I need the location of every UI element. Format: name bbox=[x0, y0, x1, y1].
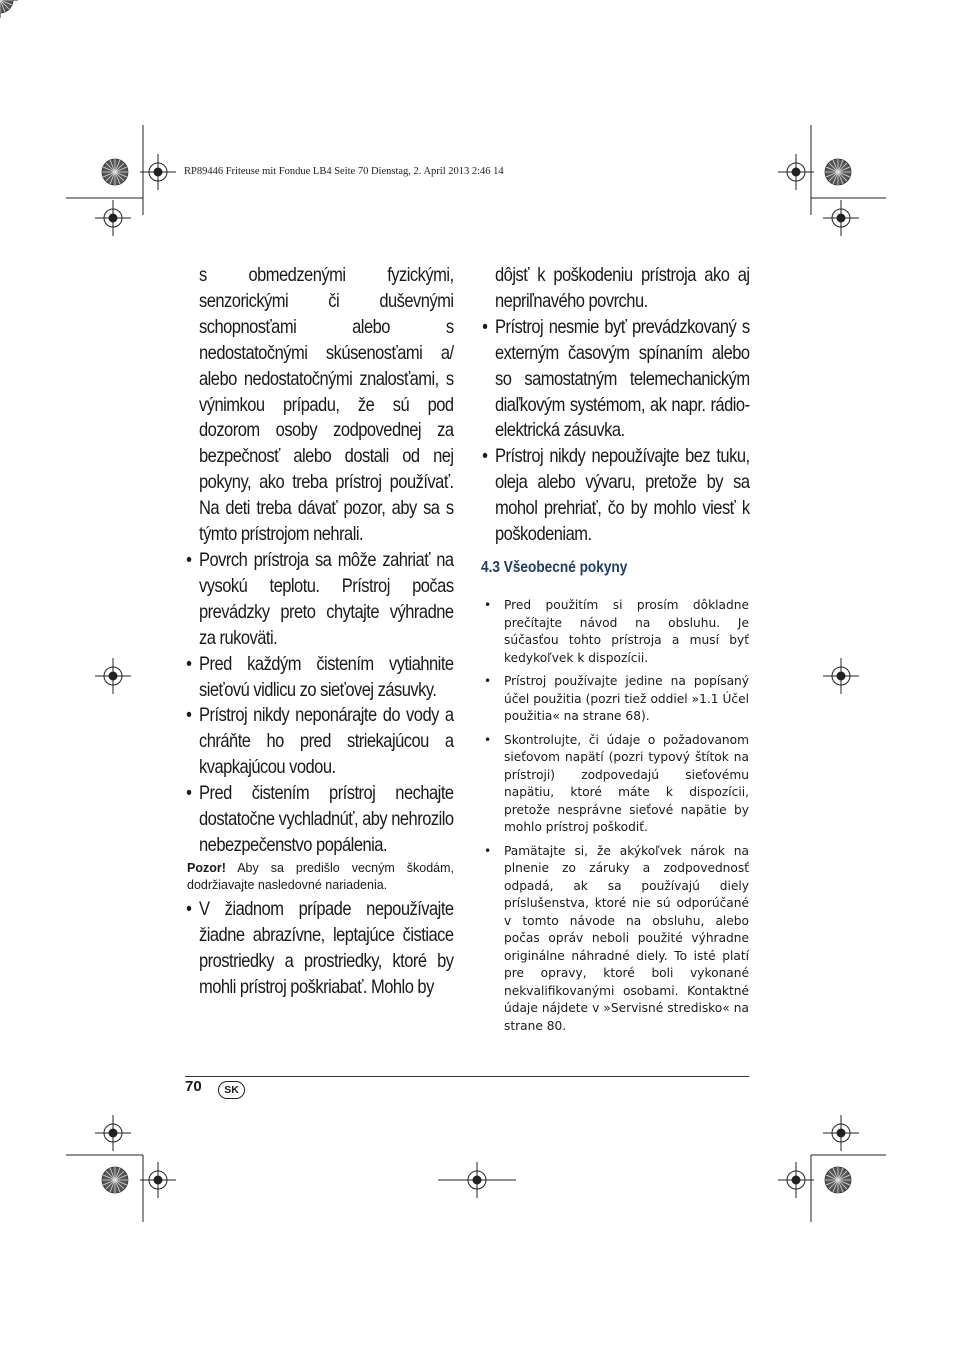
left-column bbox=[186, 263, 454, 859]
list-item: • Prístroj nesmie byť prevádzkovaný s externým časovým spínaním alebo so samostatným telemechanickým diaľkovým systémom, ak napr. rádio-elektrická zásuvka. bbox=[482, 316, 750, 442]
section-list bbox=[484, 597, 749, 1041]
paragraph-continuation: dôjsť k poškodeniu prístroja ako aj nepriľnavého povrchu. bbox=[495, 265, 750, 312]
left-column-after-warning bbox=[186, 897, 454, 1001]
list-item: • Prístroj nikdy nepoužívajte bez tuku, oleja alebo vývaru, pretože by sa mohol prehriať, čo by mohlo viesť k poškodeniam. bbox=[482, 446, 750, 546]
list-item: • Pred každým čistením vytiahnite sieťovú vidlicu zo sieťovej zásuvky. bbox=[186, 653, 454, 701]
bullet-glyph: • bbox=[186, 899, 192, 920]
bullet-glyph: • bbox=[484, 843, 492, 858]
list-item: • Pred čistením prístroj nechajte dostatočne vychladnúť, aby nehrozilo nebezpečenstvo popálenia. bbox=[186, 783, 454, 856]
bullet-glyph: • bbox=[484, 732, 492, 747]
list-item: • V žiadnom prípade nepoužívajte žiadne abrazívne, leptajúce čistiace prostriedky a prostriedky, ktoré by mohli prístroj poškriabať. Mohlo by bbox=[186, 899, 454, 998]
bullet-glyph: • bbox=[482, 316, 488, 338]
bullet-glyph: • bbox=[186, 705, 192, 727]
list-item: • Pamätajte si, že akýkoľvek nárok na plnenie zo záruky a zodpovednosť odpadá, ak sa používajú diely príslušenstva, ktoré nie sú odporúčané v tomto návode na obsluhu, alebo počas opráv neboli použité výhradne originálne náhradné diely. To isté platí pre opravy, ktoré boli vykonané nekvalifikovanými osobami. Kontaktné údaje nájdete v »Servisné stredisko« na strane 80. bbox=[484, 843, 749, 1033]
bullet-glyph: • bbox=[484, 598, 492, 612]
bullet-glyph: • bbox=[484, 674, 492, 688]
paragraph-continuation: s obmedzenými fyzickými, senzorickými či duševnými schopnosťami alebo s nedostatočnými skúsenosťami a/ alebo nedostatočnými znalosťami, s výnimkou prípadu, že sú pod dozorom osoby zodpovednej za bezpečnosť alebo dostali od nej pokyny, ako treba prístroj používať. Na deti treba dávať pozor, aby sa s týmto prístrojom nehrali. bbox=[199, 265, 454, 546]
print-slug: RP89446 Friteuse mit Fondue LB4 Seite 70 Dienstag, 2. April 2013 2:46 14 bbox=[184, 166, 504, 177]
list-item: • Pred použitím si prosím dôkladne prečítajte návod na obsluhu. Je súčasťou tohto prístroja a musí byť kedykoľvek k dispozícii. bbox=[484, 598, 749, 665]
footer-divider bbox=[185, 1076, 749, 1077]
list-item: • Prístroj používajte jedine na popísaný účel použitia (pozri tiež oddiel »1.1 Účel použitia« na strane 68). bbox=[484, 674, 749, 723]
bullet-glyph: • bbox=[186, 549, 192, 571]
section-heading: 4.3 Všeobecné pokyny bbox=[481, 559, 628, 576]
list-item: • Povrch prístroja sa môže zahriať na vysokú teplotu. Prístroj počas prevádzky preto chytajte výhradne za rukoväti. bbox=[186, 549, 454, 649]
bullet-glyph: • bbox=[186, 783, 192, 805]
right-column bbox=[482, 263, 750, 548]
bullet-glyph: • bbox=[186, 653, 192, 675]
warning-label: Pozor! bbox=[187, 861, 226, 875]
warning-text: Aby sa predišlo vecným škodám, dodržiavajte nasledovné nariadenia. bbox=[187, 861, 454, 893]
page-number: 70 bbox=[185, 1078, 202, 1095]
warning-note bbox=[187, 860, 454, 895]
list-item: • Prístroj nikdy neponárajte do vody a chráňte ho pred striekajúcou a kvapkajúcou vodou. bbox=[186, 705, 454, 779]
list-item: • Skontrolujte, či údaje o požadovanom sieťovom napätí (pozri typový štítok na prístroji) zodpovedajú sieťovému napätiu, ktoré máte k dispozícii, pretože nesprávne sieťové napätie by mohlo prístroj poškodiť. bbox=[484, 732, 749, 834]
bullet-glyph: • bbox=[482, 446, 488, 468]
language-badge: SK bbox=[218, 1081, 245, 1099]
